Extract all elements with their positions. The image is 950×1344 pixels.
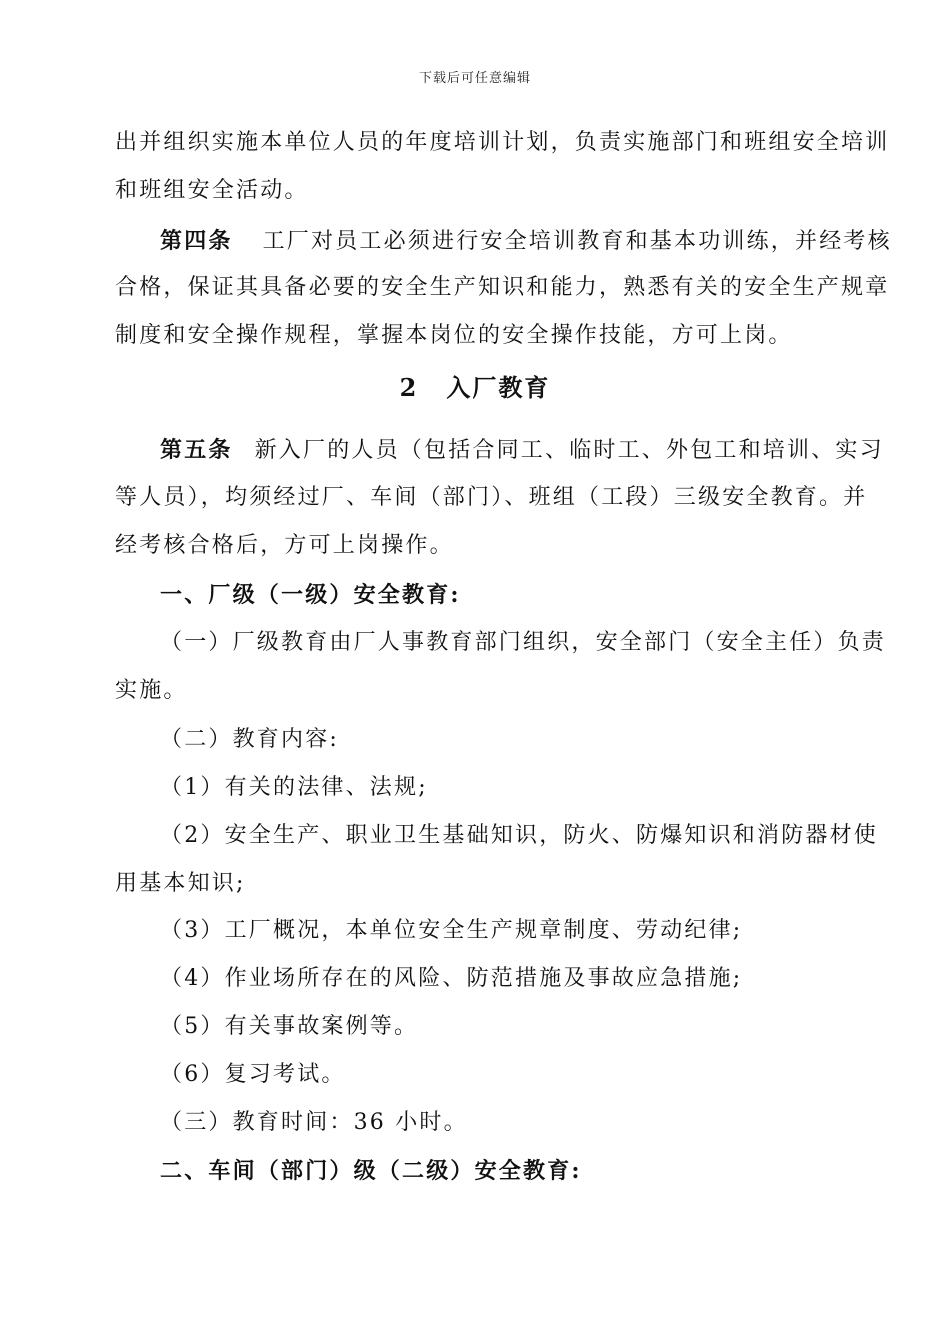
item-line: （5）有关事故案例等。 (160, 1014, 419, 1039)
subheading-factory-level: 一、厂级（一级）安全教育: (160, 582, 461, 608)
paragraph-line: 等人员），均须经过厂、车间（部门）、班组（工段）三级安全教育。并 (115, 485, 868, 510)
paragraph-line: 合格，保证其具备必要的安全生产知识和能力，熟悉有关的安全生产规章 (115, 275, 890, 300)
page-header: 下载后可任意编辑 (418, 71, 531, 86)
article-5-label: 第五条 (160, 437, 233, 463)
paragraph-line: 和班组安全活动。 (115, 178, 309, 203)
item-line: （1）有关的法律、法规; (160, 775, 428, 800)
subheading-workshop-level: 二、车间（部门）级（二级）安全教育: (160, 1158, 582, 1184)
article-4-label: 第四条 (160, 228, 233, 254)
section-number: 2 (399, 373, 419, 402)
item-line: （3）工厂概况，本单位安全生产规章制度、劳动纪律; (160, 918, 743, 943)
item-line: （6）复习考试。 (160, 1062, 346, 1087)
paragraph-line: 制度和安全操作规程，掌握本岗位的安全操作技能，方可上岗。 (115, 323, 793, 348)
item-line: （2）安全生产、职业卫生基础知识，防火、防爆知识和消防器材使 (160, 823, 878, 848)
section-title (0, 368, 950, 403)
paragraph-line: 用基本知识; (115, 871, 246, 896)
paragraph-line: 出并组织实施本单位人员的年度培训计划，负责实施部门和班组安全培训 (115, 130, 890, 155)
article-4-text: 工厂对员工必须进行安全培训教育和基本功训练，并经考核 (262, 229, 892, 254)
article-5-text: 新入厂的人员（包括合同工、临时工、外包工和培训、实习 (254, 438, 884, 463)
article-5-line-1 (160, 426, 882, 475)
section-title-text: 入厂教育 (446, 373, 551, 402)
item-line: （4）作业场所存在的风险、防范措施及事故应急措施; (160, 966, 743, 991)
item-line: （一）厂级教育由厂人事教育部门组织，安全部门（安全主任）负责 (160, 630, 887, 655)
article-4-line-1 (160, 217, 892, 266)
paragraph-line: 经考核合格后，方可上岗操作。 (115, 533, 454, 558)
item-line: （二）教育内容: (160, 727, 340, 752)
item-line: （三）教育时间：36 小时。 (160, 1110, 468, 1135)
paragraph-line: 实施。 (115, 678, 188, 703)
